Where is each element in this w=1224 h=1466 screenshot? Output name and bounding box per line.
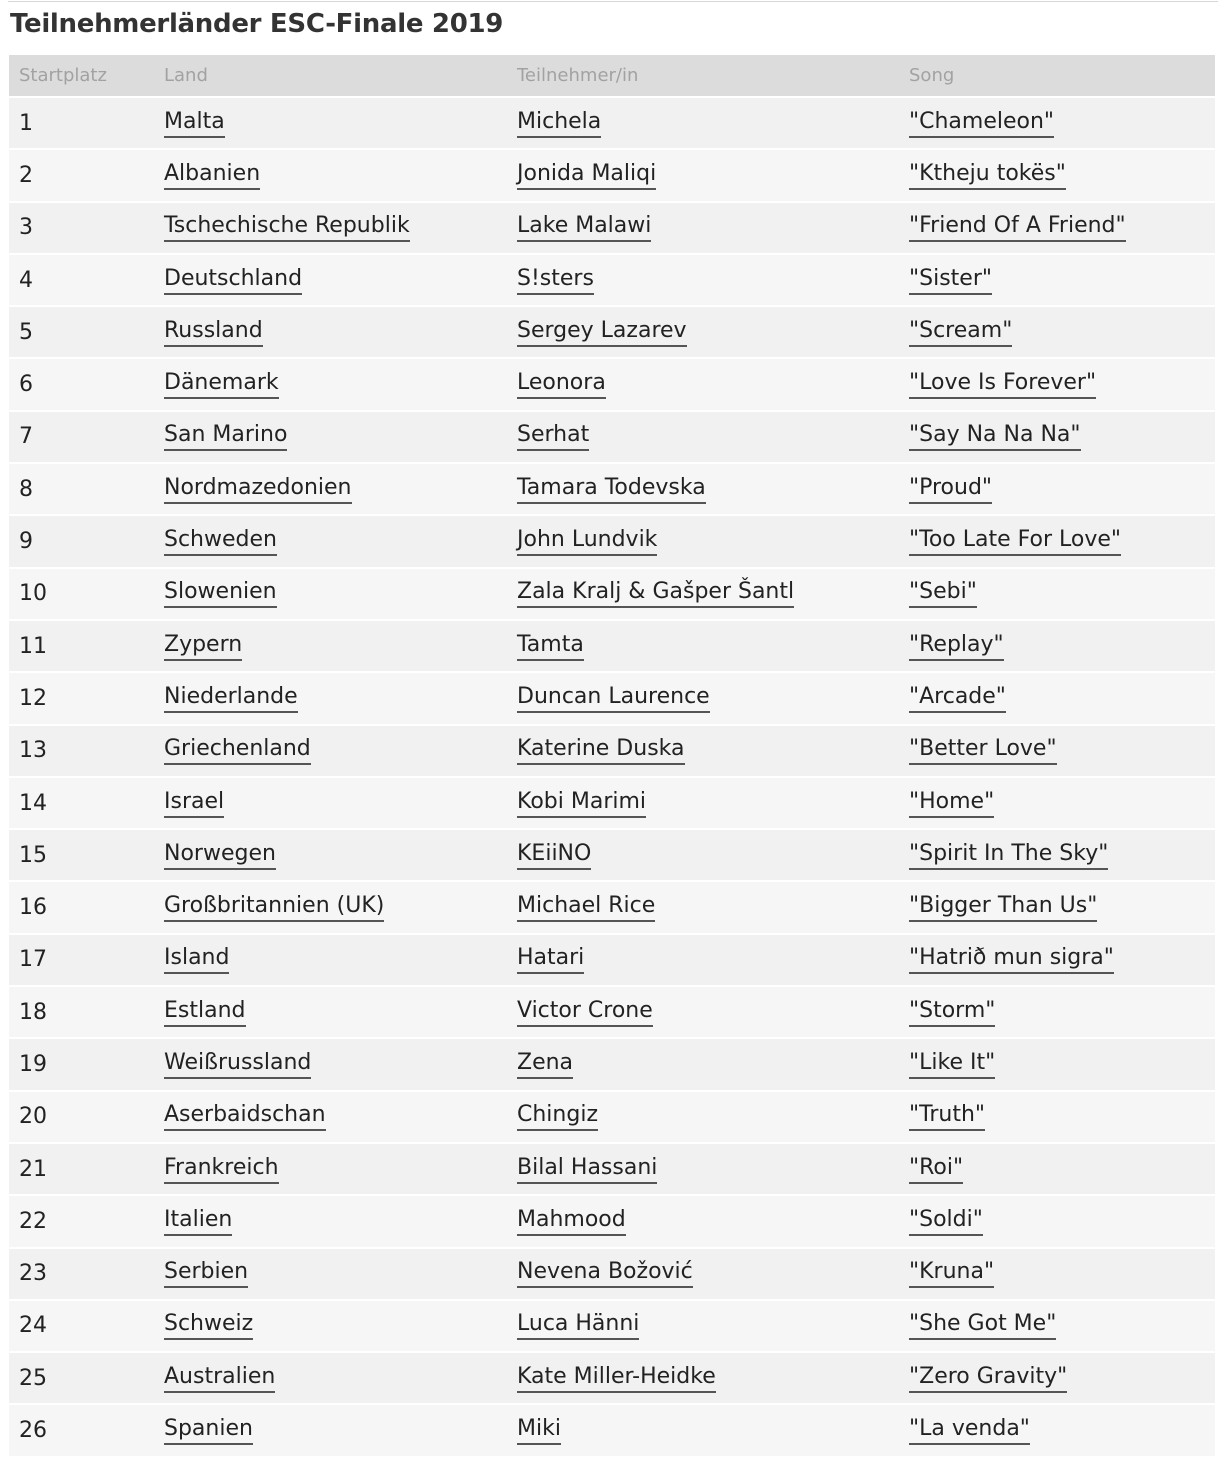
teilnehmer-cell: [507, 1404, 899, 1456]
teilnehmer-cell: [507, 725, 899, 777]
song-link[interactable]: "Bigger Than Us": [909, 893, 1097, 922]
table-row: [9, 934, 1215, 986]
land-link[interactable]: Schweiz: [164, 1311, 253, 1340]
song-link[interactable]: "Roi": [909, 1155, 963, 1184]
startplatz-cell: 24: [9, 1300, 154, 1352]
land-link[interactable]: Großbritannien (UK): [164, 893, 384, 922]
teilnehmer-cell: [507, 1143, 899, 1195]
teilnehmer-cell: [507, 568, 899, 620]
song-cell: [899, 672, 1215, 724]
land-link[interactable]: Estland: [164, 998, 246, 1027]
song-cell: [899, 358, 1215, 410]
table-row: [9, 1248, 1215, 1300]
land-cell: [154, 1195, 507, 1247]
land-cell: [154, 1143, 507, 1195]
table-row: [9, 1143, 1215, 1195]
startplatz-cell: 13: [9, 725, 154, 777]
song-cell: [899, 254, 1215, 306]
page-title: Teilnehmerländer ESC-Finale 2019: [10, 9, 504, 39]
top-divider: [8, 1, 1218, 2]
table-row: [9, 306, 1215, 358]
land-link[interactable]: San Marino: [164, 422, 287, 451]
teilnehmer-link[interactable]: S!sters: [517, 266, 594, 295]
table-row: [9, 202, 1215, 254]
land-link[interactable]: Slowenien: [164, 579, 277, 608]
land-cell: [154, 1038, 507, 1090]
song-link[interactable]: "Truth": [909, 1102, 985, 1131]
startplatz-cell: 7: [9, 411, 154, 463]
teilnehmer-link[interactable]: Kobi Marimi: [517, 789, 646, 818]
song-cell: [899, 1038, 1215, 1090]
column-header-land: Land: [154, 55, 507, 97]
table-row: [9, 672, 1215, 724]
land-link[interactable]: Italien: [164, 1207, 232, 1236]
startplatz-cell: 3: [9, 202, 154, 254]
teilnehmer-link[interactable]: Tamara Todevska: [517, 475, 706, 504]
teilnehmer-link[interactable]: Katerine Duska: [517, 736, 685, 765]
song-cell: [899, 1248, 1215, 1300]
land-cell: [154, 358, 507, 410]
table-row: [9, 358, 1215, 410]
song-link[interactable]: "Chameleon": [909, 109, 1054, 138]
startplatz-cell: 18: [9, 986, 154, 1038]
land-cell: [154, 777, 507, 829]
land-cell: [154, 725, 507, 777]
land-cell: [154, 202, 507, 254]
teilnehmer-link[interactable]: Lake Malawi: [517, 213, 651, 242]
teilnehmer-cell: [507, 202, 899, 254]
land-cell: [154, 620, 507, 672]
startplatz-cell: 22: [9, 1195, 154, 1247]
song-cell: [899, 986, 1215, 1038]
teilnehmer-cell: [507, 411, 899, 463]
song-link[interactable]: "Scream": [909, 318, 1012, 347]
table-row: [9, 515, 1215, 567]
table-row: [9, 1195, 1215, 1247]
teilnehmer-link[interactable]: Leonora: [517, 370, 606, 399]
song-link[interactable]: "Kruna": [909, 1259, 994, 1288]
startplatz-cell: 11: [9, 620, 154, 672]
song-link[interactable]: "Zero Gravity": [909, 1364, 1067, 1393]
land-link[interactable]: Deutschland: [164, 266, 302, 295]
land-link[interactable]: Albanien: [164, 161, 260, 190]
land-cell: [154, 254, 507, 306]
teilnehmer-cell: [507, 358, 899, 410]
table-row: [9, 149, 1215, 201]
teilnehmer-link[interactable]: Hatari: [517, 945, 584, 974]
startplatz-cell: 9: [9, 515, 154, 567]
song-link[interactable]: "La venda": [909, 1416, 1030, 1445]
teilnehmer-cell: [507, 515, 899, 567]
startplatz-cell: 8: [9, 463, 154, 515]
teilnehmer-link[interactable]: Sergey Lazarev: [517, 318, 687, 347]
song-link[interactable]: "Better Love": [909, 736, 1057, 765]
teilnehmer-link[interactable]: Zala Kralj & Gašper Šantl: [517, 579, 794, 608]
song-link[interactable]: "Sister": [909, 266, 992, 295]
column-header-startplatz: Startplatz: [9, 55, 154, 97]
land-link[interactable]: Norwegen: [164, 841, 276, 870]
table-row: [9, 1038, 1215, 1090]
song-cell: [899, 934, 1215, 986]
land-link[interactable]: Australien: [164, 1364, 275, 1393]
land-link[interactable]: Russland: [164, 318, 263, 347]
song-cell: [899, 1143, 1215, 1195]
land-cell: [154, 1404, 507, 1456]
song-link[interactable]: "She Got Me": [909, 1311, 1056, 1340]
land-link[interactable]: Serbien: [164, 1259, 248, 1288]
teilnehmer-link[interactable]: Zena: [517, 1050, 573, 1079]
land-cell: [154, 306, 507, 358]
land-link[interactable]: Nordmazedonien: [164, 475, 352, 504]
startplatz-cell: 17: [9, 934, 154, 986]
land-cell: [154, 934, 507, 986]
table-row: [9, 881, 1215, 933]
song-link[interactable]: "Ktheju tokës": [909, 161, 1066, 190]
teilnehmer-link[interactable]: Michela: [517, 109, 601, 138]
table-row: [9, 1404, 1215, 1456]
land-cell: [154, 881, 507, 933]
land-cell: [154, 149, 507, 201]
land-link[interactable]: Tschechische Republik: [164, 213, 410, 242]
column-header-teilnehmer: Teilnehmer/in: [507, 55, 899, 97]
land-link[interactable]: Schweden: [164, 527, 277, 556]
land-cell: [154, 411, 507, 463]
table-row: [9, 1300, 1215, 1352]
song-cell: [899, 1300, 1215, 1352]
teilnehmer-cell: [507, 986, 899, 1038]
table-row: [9, 777, 1215, 829]
startplatz-cell: 21: [9, 1143, 154, 1195]
table-row: [9, 1091, 1215, 1143]
song-cell: [899, 1195, 1215, 1247]
teilnehmer-cell: [507, 306, 899, 358]
participants-table: [9, 55, 1215, 1458]
song-cell: [899, 1404, 1215, 1456]
startplatz-cell: 10: [9, 568, 154, 620]
table-row: [9, 97, 1215, 149]
teilnehmer-cell: [507, 1248, 899, 1300]
land-cell: [154, 515, 507, 567]
teilnehmer-link[interactable]: Duncan Laurence: [517, 684, 710, 713]
teilnehmer-cell: [507, 829, 899, 881]
startplatz-cell: 2: [9, 149, 154, 201]
song-link[interactable]: "Hatrið mun sigra": [909, 945, 1114, 974]
land-cell: [154, 829, 507, 881]
land-link[interactable]: Niederlande: [164, 684, 298, 713]
song-cell: [899, 515, 1215, 567]
teilnehmer-cell: [507, 1195, 899, 1247]
startplatz-cell: 4: [9, 254, 154, 306]
startplatz-cell: 1: [9, 97, 154, 149]
teilnehmer-cell: [507, 463, 899, 515]
song-link[interactable]: "Proud": [909, 475, 992, 504]
land-cell: [154, 97, 507, 149]
teilnehmer-cell: [507, 881, 899, 933]
teilnehmer-cell: [507, 1300, 899, 1352]
teilnehmer-link[interactable]: John Lundvik: [517, 527, 657, 556]
song-cell: [899, 149, 1215, 201]
teilnehmer-link[interactable]: Kate Miller-Heidke: [517, 1364, 716, 1393]
startplatz-cell: 14: [9, 777, 154, 829]
song-cell: [899, 202, 1215, 254]
participants-table-container: [9, 55, 1215, 1458]
teilnehmer-link[interactable]: Serhat: [517, 422, 589, 451]
land-cell: [154, 1300, 507, 1352]
teilnehmer-cell: [507, 777, 899, 829]
song-link[interactable]: "Say Na Na Na": [909, 422, 1081, 451]
table-row: [9, 986, 1215, 1038]
land-link[interactable]: Spanien: [164, 1416, 253, 1445]
teilnehmer-cell: [507, 1352, 899, 1404]
table-row: [9, 411, 1215, 463]
land-cell: [154, 1352, 507, 1404]
teilnehmer-cell: [507, 672, 899, 724]
teilnehmer-link[interactable]: Michael Rice: [517, 893, 655, 922]
song-cell: [899, 725, 1215, 777]
song-cell: [899, 411, 1215, 463]
land-link[interactable]: Griechenland: [164, 736, 311, 765]
column-header-song: Song: [899, 55, 1215, 97]
teilnehmer-link[interactable]: Miki: [517, 1416, 561, 1445]
song-cell: [899, 829, 1215, 881]
teilnehmer-cell: [507, 254, 899, 306]
teilnehmer-link[interactable]: Victor Crone: [517, 998, 653, 1027]
teilnehmer-cell: [507, 1091, 899, 1143]
startplatz-cell: 20: [9, 1091, 154, 1143]
song-link[interactable]: "Replay": [909, 632, 1004, 661]
land-cell: [154, 986, 507, 1038]
song-link[interactable]: "Storm": [909, 998, 995, 1027]
land-link[interactable]: Frankreich: [164, 1155, 279, 1184]
table-row: [9, 463, 1215, 515]
startplatz-cell: 5: [9, 306, 154, 358]
teilnehmer-cell: [507, 1038, 899, 1090]
song-cell: [899, 881, 1215, 933]
startplatz-cell: 19: [9, 1038, 154, 1090]
teilnehmer-link[interactable]: Mahmood: [517, 1207, 626, 1236]
teilnehmer-link[interactable]: KEiiNO: [517, 841, 591, 870]
song-cell: [899, 777, 1215, 829]
land-cell: [154, 463, 507, 515]
header-row: [9, 55, 1215, 97]
land-cell: [154, 1248, 507, 1300]
land-cell: [154, 568, 507, 620]
table-row: [9, 620, 1215, 672]
song-cell: [899, 620, 1215, 672]
song-link[interactable]: "Too Late For Love": [909, 527, 1121, 556]
song-cell: [899, 1091, 1215, 1143]
startplatz-cell: 16: [9, 881, 154, 933]
table-row: [9, 725, 1215, 777]
song-cell: [899, 306, 1215, 358]
land-link[interactable]: Israel: [164, 789, 224, 818]
land-link[interactable]: Weißrussland: [164, 1050, 311, 1079]
song-link[interactable]: "Sebi": [909, 579, 977, 608]
song-link[interactable]: "Love Is Forever": [909, 370, 1096, 399]
song-link[interactable]: "Soldi": [909, 1207, 983, 1236]
startplatz-cell: 23: [9, 1248, 154, 1300]
song-link[interactable]: "Arcade": [909, 684, 1006, 713]
startplatz-cell: 15: [9, 829, 154, 881]
teilnehmer-cell: [507, 620, 899, 672]
teilnehmer-cell: [507, 149, 899, 201]
startplatz-cell: 6: [9, 358, 154, 410]
table-row: [9, 1352, 1215, 1404]
table-row: [9, 568, 1215, 620]
teilnehmer-cell: [507, 934, 899, 986]
table-row: [9, 829, 1215, 881]
startplatz-cell: 25: [9, 1352, 154, 1404]
table-body: [9, 97, 1215, 1457]
table-row: [9, 254, 1215, 306]
land-cell: [154, 1091, 507, 1143]
song-link[interactable]: "Friend Of A Friend": [909, 213, 1126, 242]
land-link[interactable]: Island: [164, 945, 229, 974]
song-cell: [899, 463, 1215, 515]
song-cell: [899, 97, 1215, 149]
land-link[interactable]: Aserbaidschan: [164, 1102, 326, 1131]
song-link[interactable]: "Home": [909, 789, 994, 818]
land-link[interactable]: Malta: [164, 109, 225, 138]
land-link[interactable]: Zypern: [164, 632, 242, 661]
teilnehmer-link[interactable]: Nevena Božović: [517, 1259, 693, 1288]
teilnehmer-cell: [507, 97, 899, 149]
teilnehmer-link[interactable]: Luca Hänni: [517, 1311, 639, 1340]
startplatz-cell: 12: [9, 672, 154, 724]
land-link[interactable]: Dänemark: [164, 370, 279, 399]
table-header: [9, 55, 1215, 97]
song-cell: [899, 1352, 1215, 1404]
startplatz-cell: 26: [9, 1404, 154, 1456]
song-link[interactable]: "Like It": [909, 1050, 995, 1079]
song-cell: [899, 568, 1215, 620]
land-cell: [154, 672, 507, 724]
teilnehmer-link[interactable]: Tamta: [517, 632, 584, 661]
teilnehmer-link[interactable]: Jonida Maliqi: [517, 161, 656, 190]
teilnehmer-link[interactable]: Chingiz: [517, 1102, 598, 1131]
song-link[interactable]: "Spirit In The Sky": [909, 841, 1108, 870]
teilnehmer-link[interactable]: Bilal Hassani: [517, 1155, 657, 1184]
